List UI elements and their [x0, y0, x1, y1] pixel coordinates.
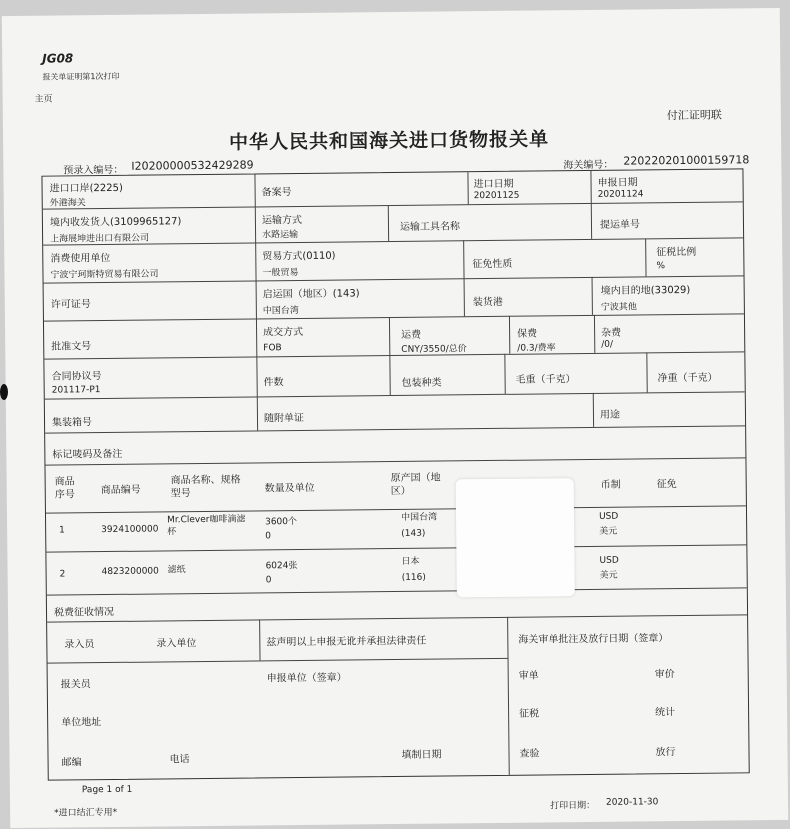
customs-number: 220220201000159718 [623, 153, 750, 168]
tax-ratio-label: 征税比例 [656, 246, 697, 259]
main-page-label: 主页 [34, 94, 53, 105]
goods-row-1-qty: 3600个 0 [265, 517, 298, 542]
license-label: 许可证号 [50, 299, 91, 311]
net-weight-label: 净重（千克） [657, 372, 718, 385]
page-indicator: Page 1 of 1 [81, 784, 133, 796]
freight-value: CNY/3550/总价 [401, 344, 467, 355]
freight-label: 运费 [401, 329, 422, 341]
origin-country-value: 中国台湾 [262, 306, 299, 317]
usage-label: 用途 [599, 409, 621, 421]
goods-row-1-currency: USD 美元 [598, 511, 619, 537]
form-code: JG08 [42, 51, 74, 66]
broker-label: 报关员 [60, 679, 91, 691]
goods-row-2-code: 4823200000 [101, 566, 159, 578]
redacted-patch [456, 478, 575, 597]
import-date-label: 进口日期 [473, 178, 514, 191]
misc-value: /0/ [601, 339, 614, 350]
user-unit-value: 宁波宁珂斯特贸易有限公司 [50, 269, 159, 281]
phone-label: 电话 [169, 754, 190, 766]
user-unit-label: 消费使用单位 [50, 252, 111, 265]
trade-mode-label: 贸易方式(0110) [262, 250, 336, 263]
entry-port-value: 外港海关 [49, 198, 86, 209]
contract-value: 201117-P1 [51, 385, 101, 396]
insurance-value: /0.3/费率 [517, 343, 556, 354]
goods-name-header: 商品名称、规格 型号 [170, 474, 241, 500]
consignee-value: 上海展坤进出口有限公司 [50, 233, 150, 245]
pre-entry-number: I20200000532429289 [131, 158, 254, 173]
special-use-note: *进口结汇专用* [54, 807, 118, 819]
tax-label: 征税 [519, 708, 540, 720]
deal-mode-value: FOB [263, 343, 282, 354]
print-note: 报关单证明第1次打印 [42, 71, 120, 82]
insurance-label: 保费 [517, 328, 538, 340]
copy-label: 付汇证明联 [666, 108, 722, 123]
statistics-label: 统计 [655, 707, 676, 719]
goods-code-header: 商品编号 [100, 484, 141, 497]
entry-clerk-label: 录入员 [64, 639, 95, 651]
goods-qty-header: 数量及单位 [264, 482, 315, 495]
record-no-label: 备案号 [261, 187, 292, 199]
review-label: 审单 [518, 670, 539, 682]
package-label: 包装种类 [401, 377, 442, 389]
entry-unit-label: 录入单位 [156, 638, 197, 650]
goods-row-1-name: Mr.Clever咖啡滴滤 杯 [167, 514, 246, 538]
container-label: 集装箱号 [51, 417, 93, 429]
customs-approval-label: 海关审单批注及放行日期（签章） [518, 633, 669, 646]
binder-hole-mark [0, 384, 8, 400]
document-page [2, 8, 788, 828]
release-label: 放行 [655, 747, 676, 759]
price-review-label: 审价 [654, 669, 675, 681]
declare-unit-label: 申报单位（签章） [266, 672, 347, 685]
goods-row-2-name: 滤纸 [167, 565, 186, 576]
pre-entry-label: 预录入编号： [63, 164, 124, 177]
misc-label: 杂费 [601, 327, 622, 339]
tax-ratio-value: % [656, 261, 666, 272]
origin-country-label: 启运国（地区）(143) [262, 288, 360, 301]
entry-port-label: 进口口岸(2225) [49, 182, 123, 195]
goods-seq-header: 商品 序号 [54, 476, 75, 501]
contract-label: 合同协议号 [51, 371, 102, 383]
inspection-label: 查验 [519, 748, 540, 760]
bill-no-label: 提运单号 [599, 219, 641, 231]
declaration-statement: 兹声明以上申报无讹并承担法律责任 [266, 635, 427, 649]
trade-mode-value: 一般贸易 [262, 268, 299, 279]
declare-date-value: 20201124 [597, 189, 644, 200]
declare-date-label: 申报日期 [597, 177, 638, 189]
unit-address-label: 单位地址 [61, 717, 102, 729]
approval-label: 批准文号 [51, 341, 92, 353]
page-title: 中华人民共和国海关进口货物报关单 [228, 128, 550, 154]
postcode-label: 邮编 [61, 757, 82, 769]
customs-no-label: 海关编号： [563, 159, 614, 172]
loading-port-label: 装货港 [472, 296, 503, 309]
transport-mode-value: 水路运输 [262, 230, 299, 241]
docs-label: 随附单证 [263, 412, 305, 425]
goods-row-2-seq: 2 [59, 569, 66, 580]
print-date-value: 2020-11-30 [605, 797, 659, 808]
goods-exempt-header: 征免 [656, 479, 677, 491]
tax-nature-label: 征免性质 [472, 258, 513, 271]
destination-value: 宁波其他 [600, 302, 637, 313]
goods-row-2-qty: 6024张 0 [265, 561, 298, 586]
consignee-label: 境内收发货人(3109965127) [49, 216, 182, 229]
goods-row-1-code: 3924100000 [101, 524, 159, 536]
deal-mode-label: 成交方式 [263, 326, 304, 339]
goods-row-2-origin: 日本 (116) [401, 556, 426, 583]
destination-label: 境内目的地(33029) [600, 284, 691, 297]
marks-label: 标记唛码及备注 [52, 448, 123, 461]
tax-collection-label: 税费征收情况 [53, 606, 115, 619]
import-date-value: 20201125 [473, 190, 520, 202]
print-date-label: 打印日期： [550, 800, 596, 812]
goods-origin-header: 原产国（地 区） [390, 472, 441, 498]
goods-row-1-origin: 中国台湾 (143) [400, 512, 438, 539]
gross-weight-label: 毛重（千克） [515, 374, 576, 386]
fill-date-label: 填制日期 [401, 749, 442, 761]
transport-tool-label: 运输工具名称 [399, 221, 461, 233]
goods-row-2-currency: USD 美元 [599, 555, 619, 581]
pieces-label: 件数 [263, 377, 284, 389]
goods-row-1-seq: 1 [59, 525, 65, 536]
transport-mode-label: 运输方式 [261, 214, 302, 227]
goods-currency-header: 币制 [600, 479, 621, 491]
